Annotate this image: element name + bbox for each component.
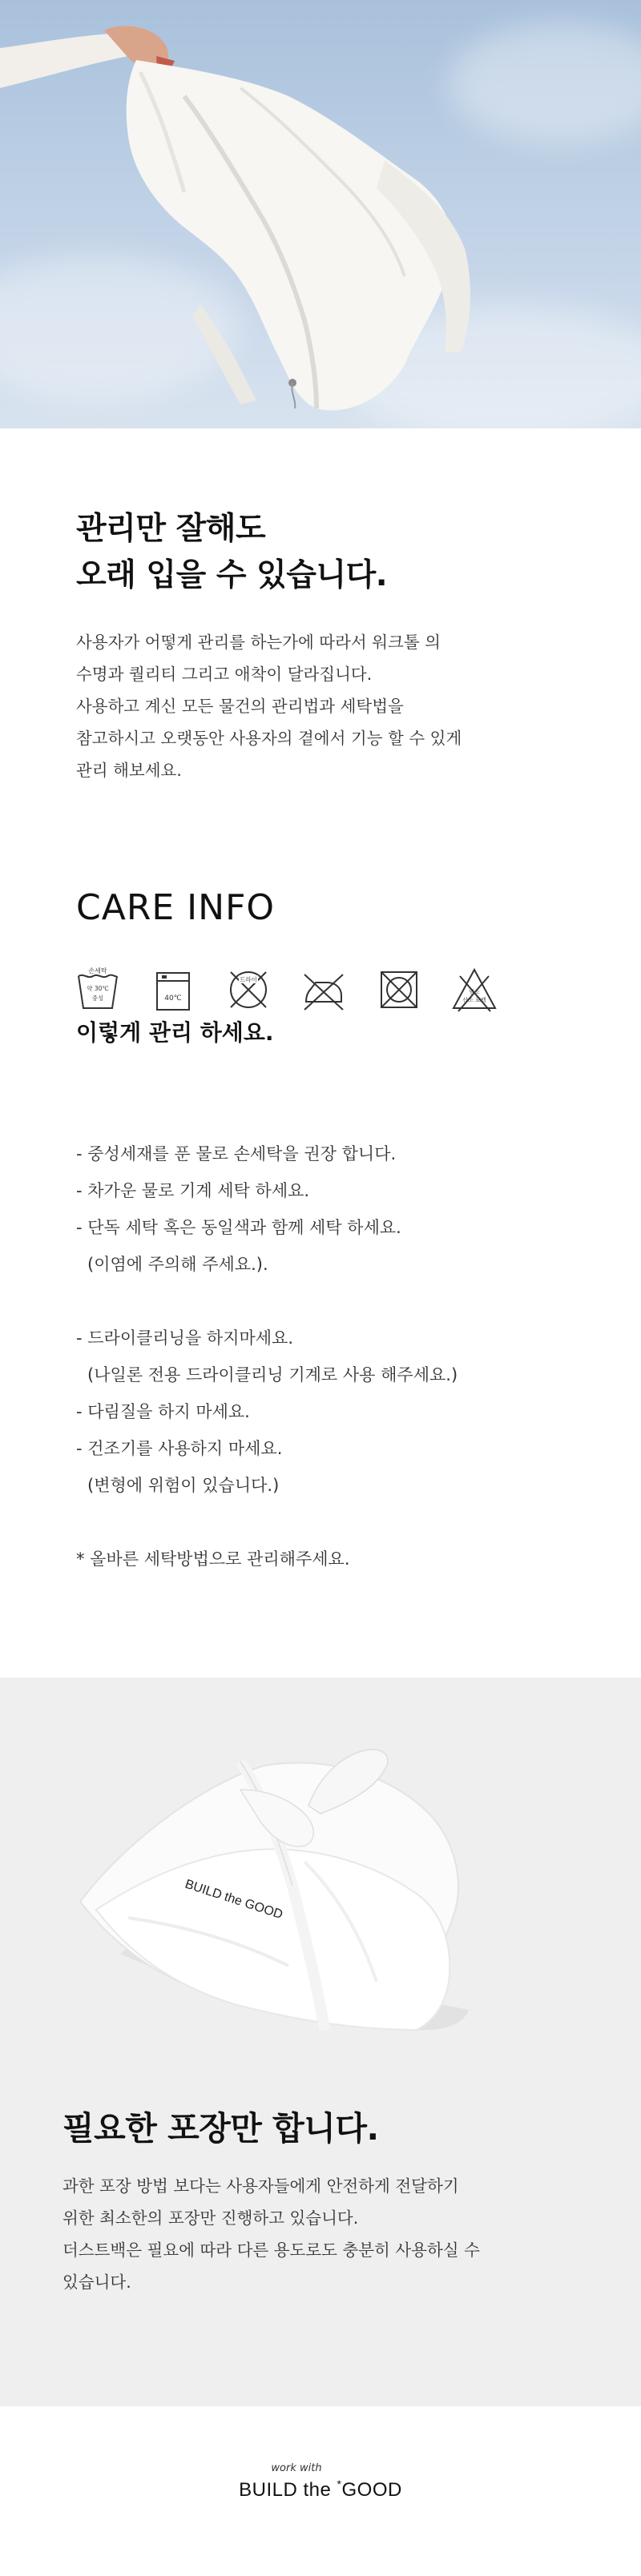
care-intro bbox=[76, 506, 573, 786]
bag-brand-logo: BUILD the GOOD bbox=[183, 1877, 284, 1923]
instruction-line: - 건조기를 사용하지 마세요. bbox=[76, 1439, 283, 1458]
instruction-line: (나일론 전용 드라이클리닝 기계로 사용 해주세요.) bbox=[87, 1365, 458, 1384]
packaging-desc-line: 과한 포장 방법 보다는 사용자들에게 안전하게 전달하기 bbox=[62, 2176, 459, 2196]
instruction-gap bbox=[76, 1504, 589, 1541]
packaging-title: 필요한 포장만 합니다. bbox=[62, 2109, 379, 2148]
packaging-desc-line: 위한 최소한의 포장만 진행하고 있습니다. bbox=[62, 2208, 359, 2228]
instruction-line: (이염에 주의해 주세요.). bbox=[87, 1255, 268, 1274]
machine-wash-temp: 40℃ bbox=[164, 995, 182, 1003]
brand-logo-part1: BUILD the bbox=[239, 2479, 332, 2501]
care-info-heading: CARE INFO bbox=[76, 887, 276, 928]
packaging-description bbox=[62, 2170, 591, 2298]
hero-photo bbox=[0, 0, 641, 428]
care-desc-line: 참고하시고 오랫동안 사용자의 곁에서 기능 할 수 있게 bbox=[76, 729, 462, 748]
instruction-line: - 단독 세탁 혹은 동일색과 함께 세탁 하세요. bbox=[76, 1218, 401, 1237]
instruction-line: - 다림질을 하지 마세요. bbox=[76, 1402, 250, 1421]
care-desc-line: 관리 해보세요. bbox=[76, 761, 182, 780]
instruction-line: (변형에 위험이 있습니다.) bbox=[87, 1476, 280, 1495]
brand-logo bbox=[239, 2479, 402, 2502]
care-desc-line: 사용자가 어떻게 관리를 하는가에 따라서 워크톨 의 bbox=[76, 633, 441, 652]
dust-bag-illustration bbox=[0, 1678, 641, 2094]
no-tumble-dry-icon bbox=[375, 965, 423, 1015]
care-icons-row bbox=[74, 965, 498, 1015]
howto-heading: 이렇게 관리 하세요. bbox=[76, 1019, 274, 1046]
hand-wash-icon bbox=[74, 965, 122, 1015]
no-dry-clean-icon bbox=[224, 965, 272, 1015]
care-description bbox=[76, 626, 573, 786]
instruction-gap bbox=[76, 1283, 589, 1320]
care-title bbox=[76, 506, 573, 599]
packaging-desc-line: 있습니다. bbox=[62, 2273, 131, 2292]
bleach-label-2: 산소 표백 bbox=[462, 997, 486, 1003]
care-instructions bbox=[76, 1135, 589, 1577]
care-desc-line: 수명과 퀄리티 그리고 애착이 달라집니다. bbox=[76, 665, 373, 684]
shirt-illustration bbox=[0, 0, 641, 428]
brand-logo-star: * bbox=[337, 2478, 342, 2490]
dry-clean-label: 드라이 bbox=[240, 976, 257, 983]
hand-wash-temp: 약 30℃ bbox=[87, 985, 109, 992]
instruction-line: - 차가운 물로 기계 세탁 하세요. bbox=[76, 1181, 310, 1200]
no-bleach-icon bbox=[450, 965, 498, 1015]
bleach-label-1: 염소 bbox=[469, 989, 480, 995]
work-with-label: work with bbox=[271, 2462, 322, 2474]
care-title-line2: 오래 입을 수 있습니다. bbox=[76, 557, 388, 593]
packaging-desc-line: 더스트백은 필요에 따라 다른 용도로도 충분히 사용하실 수 bbox=[62, 2240, 480, 2260]
no-iron-icon bbox=[300, 965, 348, 1015]
care-title-line1: 관리만 잘해도 bbox=[76, 511, 266, 547]
footer-brand bbox=[0, 2462, 641, 2502]
instruction-line: - 드라이클리닝을 하지마세요. bbox=[76, 1328, 294, 1348]
machine-wash-40-icon bbox=[149, 965, 197, 1015]
brand-logo-part2: GOOD bbox=[341, 2479, 402, 2501]
hand-wash-detergent: 중성 bbox=[91, 995, 104, 1002]
instruction-line: * 올바른 세탁방법으로 관리해주세요. bbox=[76, 1549, 350, 1569]
care-desc-line: 사용하고 계신 모든 물건의 관리법과 세탁법을 bbox=[76, 697, 404, 716]
hand-wash-label: 손세탁 bbox=[88, 967, 107, 975]
instruction-line: - 중성세재를 푼 물로 손세탁을 권장 합니다. bbox=[76, 1144, 397, 1163]
